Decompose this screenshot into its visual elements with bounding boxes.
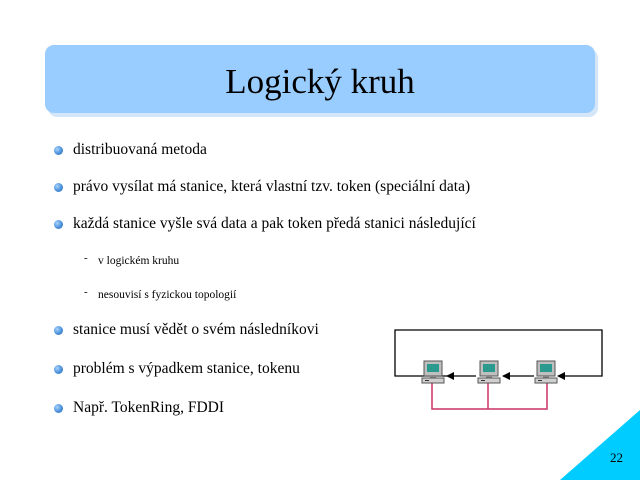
bullet-text: právo vysílat má stanice, která vlastní tzv. token (speciální data) xyxy=(73,178,471,195)
bullet-text: každá stanice vyšle svá data a pak token předá stanici následující xyxy=(73,215,476,232)
physical-bus xyxy=(432,382,547,409)
bullet-text: Např. TokenRing, FDDI xyxy=(73,399,225,416)
dash-icon: - xyxy=(84,252,88,264)
computer-icon xyxy=(422,361,444,383)
bullet-text: distribuovaná metoda xyxy=(73,141,207,158)
bullet-text: stanice musí vědět o svém následníkovi xyxy=(73,321,319,338)
sub-bullet-text: v logickém kruhu xyxy=(98,255,180,267)
slide-title: Logický kruh xyxy=(225,61,415,101)
computer-icon xyxy=(535,361,557,383)
computer-icon xyxy=(478,361,500,383)
corner-decoration xyxy=(560,410,640,480)
sub-bullet-text: nesouvisí s fyzickou topologií xyxy=(98,289,237,301)
dash-icon: - xyxy=(84,286,88,298)
page-number: 22 xyxy=(610,450,623,465)
bullet-text: problém s výpadkem stanice, tokenu xyxy=(73,360,300,377)
